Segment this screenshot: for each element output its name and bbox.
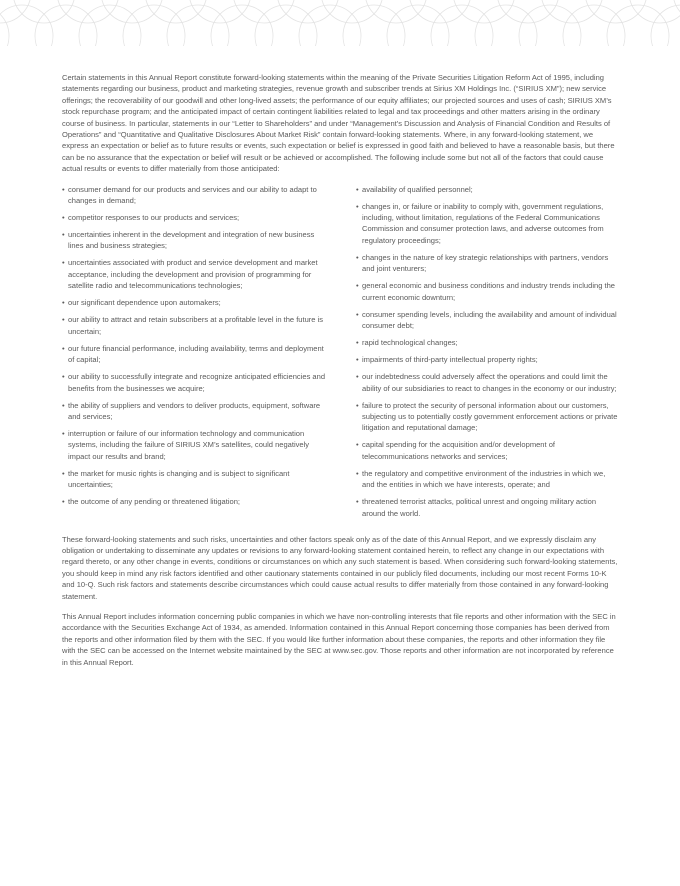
- pattern-circle: [0, 5, 53, 46]
- pattern-circle: [13, 0, 75, 23]
- list-item: • the market for music rights is changing and is subject to significant uncertainties;: [62, 468, 328, 491]
- list-item: • general economic and business conditions and industry trends including the current economic downturn;: [356, 280, 618, 303]
- risk-factor-list-right: [356, 184, 618, 525]
- pattern-circle: [387, 5, 449, 46]
- list-item: • our ability to attract and retain subscribers at a profitable level in the future is uncertain;: [62, 314, 328, 337]
- pattern-circle: [519, 5, 581, 46]
- list-item: • uncertainties inherent in the development and integration of new business lines and business strategies;: [62, 229, 328, 252]
- pattern-circle: [167, 5, 229, 46]
- list-item: • capital spending for the acquisition and/or development of telecommunications networks and services;: [356, 439, 618, 462]
- list-item: • the outcome of any pending or threatened litigation;: [62, 496, 328, 507]
- pattern-circle: [563, 5, 625, 46]
- pattern-circle: [453, 0, 515, 23]
- list-item: • our significant dependence upon automakers;: [62, 297, 328, 308]
- list-item: • changes in the nature of key strategic relationships with partners, vendors and joint venturers;: [356, 252, 618, 275]
- intro-paragraph: Certain statements in this Annual Report constitute forward-looking statements within the meaning of the Private Securities Litigation Reform Act of 1995, including statements regarding our business, product and marketing strategies, revenue growth and subscriber trends at Sirius XM Holdings Inc. (“SIRIUS XM”); new service offerings; the recoverability of our goodwill and other long-lived assets; the performance of our equity affiliates; our projected sources and uses of cash; SIRIUS XM’s stock repurchase program; and the anticipated impact of certain contingent liabilities related to legal and tax proceedings and other matters arising in the ordinary course of business. In particular, statements in our “Letter to Shareholders” and under “Management’s Discussion and Analysis of Financial Condition and Results of Operations” and “Quantitative and Qualitative Disclosures About Market Risk” contain forward-looking statements. Where, in any forward-looking statement, we express an expectation or belief as to future results or events, such expectation or belief is expressed in good faith and believed to have a reasonable basis, but there can be no assurance that the expectation or belief will result or be achieved or accomplished. The following include some but not all of the factors that could cause actual results or events to differ materially from those anticipated:: [62, 73, 615, 174]
- list-item: • uncertainties associated with product and service development and market acceptance, including the development and provision of programming for satellite radio and telecommunications technologies;: [62, 257, 328, 291]
- pattern-circle: [475, 5, 537, 46]
- list-item: • changes in, or failure or inability to comply with, government regulations, including, without limitation, regulations of the Federal Communications Commission and consumer protection laws, and adverse outcomes from regulatory proceedings;: [356, 201, 618, 247]
- pattern-circle: [0, 5, 9, 46]
- list-item: • interruption or failure of our information technology and communication systems, including the failure of SIRIUS XM’s satellites, could negatively impact our results and brand;: [62, 428, 328, 462]
- list-item: • impairments of third-party intellectual property rights;: [356, 354, 618, 365]
- pattern-circle: [211, 5, 273, 46]
- list-item: • failure to protect the security of personal information about our customers, subjecting us to potentially costly government enforcement actions or private litigation and reputational damage;: [356, 400, 618, 434]
- list-item: • availability of qualified personnel;: [356, 184, 618, 195]
- sec-information-paragraph: This Annual Report includes information concerning public companies in which we have non-controlling interests that file reports and other information with the SEC in accordance with the Securities Exchange Act of 1934, as amended. Information contained in this Annual Report concerning those companies has been derived from the reports and other information filed by them with the SEC. If you would like further information about these companies, the reports and other information they file with the SEC can be accessed on the Internet website maintained by the SEC at www.sec.gov. Those reports and other information are not incorporated by reference in this Annual Report.: [62, 611, 616, 667]
- list-item: • threatened terrorist attacks, political unrest and ongoing military action around the world.: [356, 496, 618, 519]
- pattern-circle: [299, 5, 361, 46]
- pattern-circle: [35, 5, 97, 46]
- list-item: • the ability of suppliers and vendors to deliver products, equipment, software and services;: [62, 400, 328, 423]
- forward-looking-statements: [62, 72, 618, 668]
- list-item: • consumer spending levels, including the availability and amount of individual consumer debt;: [356, 309, 618, 332]
- pattern-circle: [431, 5, 493, 46]
- list-item: • competitor responses to our products and services;: [62, 212, 328, 223]
- pattern-circle: [629, 0, 680, 23]
- pattern-circle: [123, 5, 185, 46]
- pattern-circle: [651, 5, 680, 46]
- pattern-circle: [585, 0, 647, 23]
- pattern-circle: [343, 5, 405, 46]
- pattern-circle: [189, 0, 251, 23]
- list-item: • rapid technological changes;: [356, 337, 618, 348]
- pattern-circle: [101, 0, 163, 23]
- pattern-circle: [607, 5, 669, 46]
- pattern-circle: [541, 0, 603, 23]
- list-item: • our future financial performance, including availability, terms and deployment of capital;: [62, 343, 328, 366]
- decorative-pattern-band: [0, 0, 680, 46]
- list-item: • consumer demand for our products and services and our ability to adapt to changes in demand;: [62, 184, 328, 207]
- pattern-circle: [497, 0, 559, 23]
- pattern-circle: [255, 5, 317, 46]
- pattern-circle: [79, 5, 141, 46]
- pattern-circle: [365, 0, 427, 23]
- risk-factor-list-left: [62, 184, 328, 525]
- pattern-circle: [57, 0, 119, 23]
- pattern-circle: [277, 0, 339, 23]
- list-item: • our ability to successfully integrate and recognize anticipated efficiencies and benefits from the businesses we acquire;: [62, 371, 328, 394]
- pattern-circle: [233, 0, 295, 23]
- list-item: • our indebtedness could adversely affect the operations and could limit the ability of our subsidiaries to react to changes in the economy or our industry;: [356, 371, 618, 394]
- risk-factor-columns: [62, 184, 618, 525]
- pattern-circle: [145, 0, 207, 23]
- list-item: • the regulatory and competitive environment of the industries in which we, and the entities in which we have interests, operate; and: [356, 468, 618, 491]
- disclaimer-paragraph: These forward-looking statements and such risks, uncertainties and other factors speak only as of the date of this Annual Report, and we expressly disclaim any obligation or undertaking to disseminate any updates or revisions to any forward-looking statement contained herein, to reflect any change in our expectations with regard thereto, or any other change in events, conditions or circumstances on which any such statement is based. When considering such forward-looking statements, you should keep in mind any risk factors identified and other cautionary statements contained in our publicly filed documents, including our most recent Forms 10-K and 10-Q. Such risk factors and statements describe circumstances which could cause actual results to differ materially from those contained in any forward-looking statement.: [62, 534, 618, 601]
- pattern-circle: [409, 0, 471, 23]
- pattern-circle: [321, 0, 383, 23]
